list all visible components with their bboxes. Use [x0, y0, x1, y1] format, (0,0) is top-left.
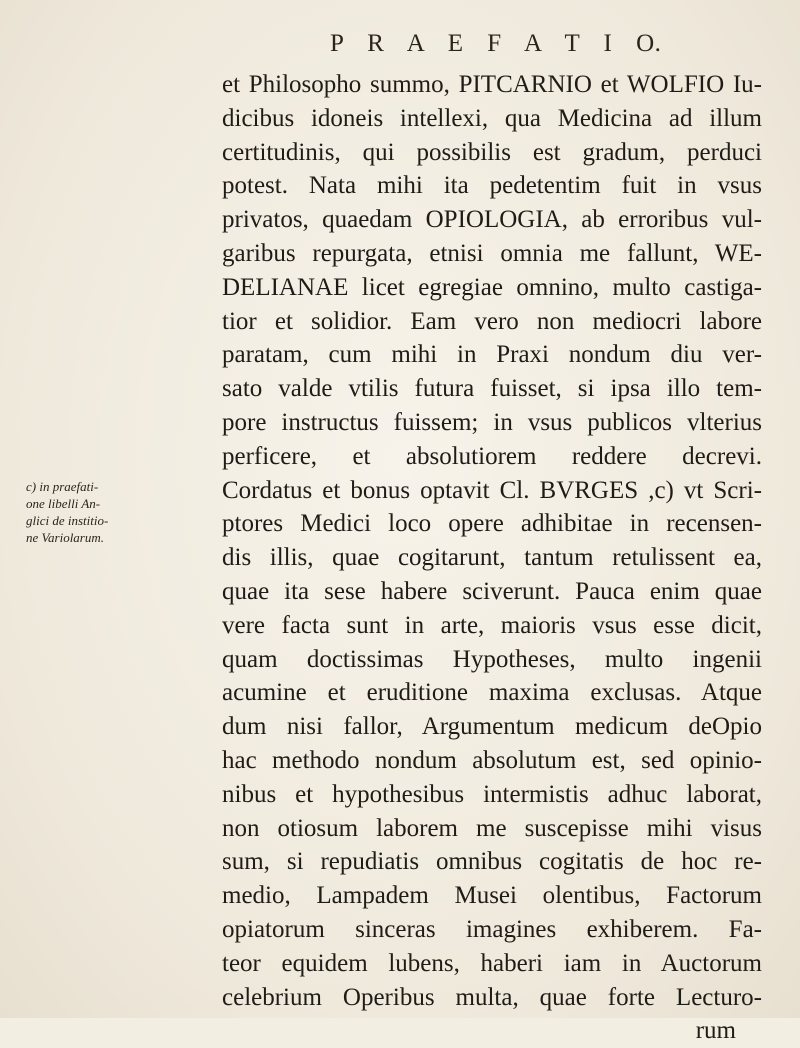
text-line: DELIANAE licet egregiae omnino, multo castiga- [222, 273, 762, 301]
text-line: potest. Nata mihi ita pedetentim fuit in vsus [222, 172, 762, 200]
text-line: perficere, et absolutiorem reddere decrevi. [222, 442, 762, 470]
body-text [222, 68, 762, 1048]
text-line: opiatorum sinceras imagines exhiberem. Fa- [222, 915, 762, 943]
running-head: P R A E F A T I O. [330, 30, 662, 57]
text-line: certitudinis, qui possibilis est gradum, perduci [222, 138, 762, 166]
text-line: privatos, quaedam OPIOLOGIA, ab erroribus vul- [222, 206, 762, 234]
text-line: dicibus idoneis intellexi, qua Medicina ad illum [222, 104, 762, 132]
marginal-note-line: c) in praefati- [26, 479, 99, 494]
text-line: garibus repurgata, etnisi omnia me fallunt, WE- [222, 239, 762, 267]
text-line: non otiosum laborem me suscepisse mihi visus [222, 814, 762, 842]
text-line: Cordatus et bonus optavit Cl. BVRGES ,c) vt Scri- [222, 476, 762, 504]
marginal-note-line: ne Variolarum. [26, 530, 104, 545]
text-line: teor equidem lubens, haberi iam in Auctorum [222, 949, 762, 977]
text-line: vere facta sunt in arte, maioris vsus esse dicit, [222, 611, 762, 639]
marginal-note [26, 478, 226, 546]
text-line: sato valde vtilis futura fuisset, si ipsa illo tem- [222, 375, 762, 403]
text-line: dis illis, quae cogitarunt, tantum retulissent ea, [222, 544, 762, 572]
text-line: dum nisi fallor, Argumentum medicum deOpio [222, 713, 762, 741]
text-line: quam doctissimas Hypotheses, multo ingenii [222, 645, 762, 673]
marginal-note-line: one libelli An- [26, 496, 101, 511]
text-line: tior et solidior. Eam vero non mediocri labore [222, 307, 762, 335]
text-line: et Philosopho summo, PITCARNIO et WOLFIO Iu- [222, 71, 762, 98]
text-line: pore instructus fuissem; in vsus publicos vlterius [222, 408, 762, 436]
catchword: rum [695, 1017, 736, 1045]
text-line: nibus et hypothesibus intermistis adhuc laborat, [222, 780, 762, 808]
text-line: ptores Medici loco opere adhibitae in recensen- [222, 510, 762, 538]
text-line: sum, si repudiatis omnibus cogitatis de hoc re- [222, 848, 762, 876]
text-line: celebrium Operibus multa, quae forte Lecturo- [222, 983, 762, 1011]
text-line: hac methodo nondum absolutum est, sed opinio- [222, 746, 762, 774]
text-line: quae ita sese habere sciverunt. Pauca enim quae [222, 577, 762, 605]
text-line: acumine et eruditione maxima exclusas. Atque [222, 679, 762, 707]
marginal-note-line: glici de institio- [26, 513, 109, 528]
text-line: medio, Lampadem Musei olentibus, Factorum [222, 882, 762, 910]
text-line: paratam, cum mihi in Praxi nondum diu ver- [222, 341, 762, 369]
